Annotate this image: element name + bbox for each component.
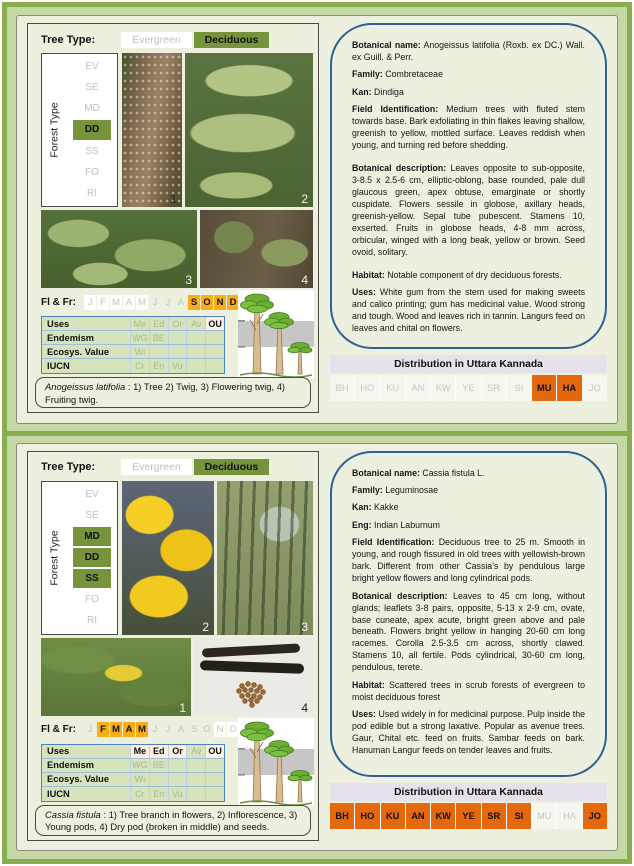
card-divider (7, 431, 627, 436)
month-cell: A (123, 722, 135, 737)
species-name: Cassia fistula (45, 808, 101, 820)
description-paragraph-label: Kan: (352, 502, 372, 513)
phenology-months (84, 722, 240, 737)
month-cell: J (152, 296, 158, 308)
description-paragraph (352, 40, 585, 64)
description-paragraph-text: Cassia fistula L. (419, 467, 485, 478)
description-paragraph-label: Kan: (352, 86, 372, 97)
description-paragraph-label: Uses: (352, 709, 376, 720)
forest-type-code: MD (73, 527, 111, 546)
row-label-iucn: IUCN (47, 788, 70, 799)
table-row (42, 759, 224, 773)
forest-type-code: SE (85, 82, 99, 94)
ecosys-code-cell (149, 773, 168, 786)
forest-type-code: MD (84, 103, 100, 115)
forest-type-code: RI (87, 615, 97, 627)
endemism-code-cell (186, 331, 205, 344)
tree-type-row (41, 457, 269, 478)
month-cell: J (87, 724, 93, 735)
description-paragraph-label: Habitat: (352, 269, 385, 280)
iucn-code-cell (205, 787, 224, 801)
table-row (42, 345, 224, 359)
month-cell: J (152, 724, 158, 735)
endemism-code-cell (205, 331, 224, 344)
figure-caption (35, 805, 311, 836)
ecosys-code-cell (205, 345, 224, 358)
description-paragraph-text: Deciduous tree to 25 m. Smooth in young, and rough fissured in old trees with yellowish-brown bark. Different from other Cassia's by pendulous large bright yellow flowers and long cylindrical pods. (352, 537, 586, 584)
ecosys-code-cell: Wi (130, 773, 149, 786)
photo-twig (185, 53, 313, 207)
distribution-cell: SR (482, 803, 506, 829)
species-description-box (330, 451, 607, 777)
species-card-anogeissus-latifolia (16, 15, 618, 424)
endemism-code-cell (168, 759, 187, 772)
table-row (42, 745, 224, 759)
photo-number: 1 (170, 192, 177, 206)
forest-type-code: RI (87, 187, 97, 199)
photo-number: 2 (301, 192, 308, 206)
description-paragraph (352, 87, 585, 99)
iucn-code-cell: En (149, 787, 168, 801)
distribution-cell: YE (456, 803, 480, 829)
phenology-months (84, 295, 240, 310)
endemism-code-cell: WG (130, 759, 149, 772)
month-cell: S (190, 724, 198, 735)
month-cell: A (123, 295, 135, 310)
distribution-cell: SI (507, 803, 531, 829)
description-paragraph (352, 287, 585, 335)
description-paragraph (352, 485, 585, 497)
description-paragraph-text: Scattered trees in scrub forests of evergreen to moist deciduous forest (352, 679, 585, 702)
description-paragraph-label: Botanical description: (352, 590, 448, 601)
description-paragraph (352, 709, 585, 757)
month-cell: N (214, 722, 226, 737)
ecosys-code-cell (205, 773, 224, 786)
forest-type-box (41, 481, 118, 635)
iucn-code-cell: Vu (168, 787, 187, 801)
left-panel (27, 451, 319, 841)
forest-type-code: SS (85, 145, 99, 157)
iucn-code-cell: En (149, 359, 168, 373)
table-row (42, 359, 224, 373)
description-paragraph-label: Uses: (352, 287, 376, 298)
description-paragraph (352, 537, 585, 585)
month-cell: F (97, 722, 109, 737)
endemism-code-cell (186, 759, 205, 772)
distribution-section (330, 355, 607, 401)
photo-tree (122, 53, 182, 207)
attributes-table (41, 744, 225, 802)
month-cell: M (136, 722, 148, 737)
month-cell: D (227, 295, 239, 310)
distribution-cells (330, 803, 607, 829)
uses-code-cell: Ed (149, 745, 168, 758)
month-cell: M (110, 295, 122, 310)
table-row (42, 787, 224, 801)
distribution-cell: KW (431, 803, 455, 829)
photo-flowering-twig (41, 210, 197, 288)
month-cell: N (214, 295, 226, 310)
description-paragraph (352, 502, 585, 514)
phenology-label: Fl & Fr: (41, 296, 76, 308)
endemism-code-cell: WG (130, 331, 149, 344)
forest-type-code: EV (85, 488, 99, 500)
table-row (42, 331, 224, 345)
distribution-cell: KW (431, 375, 455, 401)
tree-height-illustration (238, 718, 314, 806)
description-paragraph-text: Leaves opposite to sub-opposite, 3-8.5 x 2.5-6 cm, elliptic-oblong, base rounded, pale dull glaucous green, apex obtuse, emarginate or shortly cuspidate. Flowers sessile in globose, axillary heads, greenish-yellow. Sepal tube pubescent. Stamens 10, exserted. Fruits in globose heads, 4-8 mm across, orbicular, winged with a long beak, yellow or brown. Seed ovoid, solitary. (352, 163, 585, 257)
month-cell: S (188, 295, 200, 310)
description-paragraph (352, 270, 585, 282)
distribution-cell: HO (355, 375, 379, 401)
month-cell: J (84, 295, 96, 310)
caption-text: : 1) Tree branch in flowers, 2) Inflorescence, 3) Young pods, 4) Dry pod (broken in middle) and seeds. (45, 808, 298, 833)
row-cells (130, 745, 224, 758)
tree-type-option: Evergreen (121, 32, 191, 48)
caption-text: : 1) Tree 2) Twig, 3) Flowering twig, 4) Fruiting twig. (45, 381, 286, 405)
distribution-title: Distribution in Uttara Kannada (330, 783, 607, 801)
description-paragraph-text: Anogeissus latifolia (Roxb. ex DC.) Wall. ex Guill. & Perr. (352, 40, 585, 62)
phenology-row (41, 722, 240, 738)
phenology-label: Fl & Fr: (41, 724, 76, 735)
month-cell: M (136, 295, 148, 310)
description-paragraph-text: Indian Laburnum (371, 519, 441, 530)
uses-code-cell: Me (130, 745, 149, 758)
uses-code-cell: Or (168, 317, 187, 330)
distribution-title: Distribution in Uttara Kannada (330, 355, 607, 373)
description-paragraph-label: Field Identification: (352, 537, 435, 548)
left-panel (27, 23, 319, 413)
row-cells (130, 359, 224, 373)
row-label-uses: Uses (47, 746, 70, 756)
photo-number: 3 (301, 619, 308, 634)
row-cells (130, 345, 224, 358)
distribution-cell: BH (330, 375, 354, 401)
table-row (42, 773, 224, 787)
attributes-table (41, 316, 225, 374)
iucn-code-cell (186, 787, 205, 801)
uses-code-cell: Ed (149, 317, 168, 330)
description-paragraph (352, 104, 585, 152)
photo-number: 2 (202, 619, 209, 634)
row-cells (130, 759, 224, 772)
description-paragraph-text: Kakke (371, 502, 399, 513)
species-description-box (330, 23, 607, 349)
month-cell: O (203, 724, 211, 735)
description-paragraph (352, 163, 585, 259)
distribution-cells (330, 375, 607, 401)
month-cell: J (165, 296, 171, 308)
tree-type-option: Deciduous (194, 32, 270, 48)
iucn-code-cell: Cr (130, 359, 149, 373)
tree-height-illustration (238, 290, 314, 378)
photo-fruiting-twig (200, 210, 313, 288)
uses-code-cell: Av (186, 745, 205, 758)
figure-caption (35, 377, 311, 408)
description-paragraph-text: Used widely in for medicinal purpose. Pulp inside the pod edible but a strong laxative. Popular as avenue trees. Gaur, Chital etc. feed on fruits. Sambar feeds on bark. Hanuman Langur feeds on tender leaves and fruits. (352, 709, 585, 756)
ecosys-code-cell (168, 773, 187, 786)
endemism-code-cell (205, 759, 224, 772)
row-label-ecosys-value: Ecosys. Value (47, 774, 110, 784)
iucn-code-cell: Cr (130, 787, 149, 801)
tree-type-label: Tree Type: (41, 33, 96, 46)
row-label-endemism: Endemism (47, 760, 95, 770)
iucn-code-cell: Vu (168, 359, 187, 373)
distribution-cell: BH (330, 803, 354, 829)
forest-type-label: Forest Type (49, 102, 61, 158)
species-name: Anogeissus latifolia (45, 381, 126, 392)
row-cells (130, 787, 224, 801)
forest-type-code: DD (73, 548, 111, 567)
description-paragraph-label: Family: (352, 69, 383, 80)
distribution-section (330, 783, 607, 829)
forest-type-codes (68, 56, 116, 204)
row-label-endemism: Endemism (47, 332, 95, 343)
ecosys-code-cell (186, 345, 205, 358)
distribution-cell: AN (406, 375, 430, 401)
endemism-code-cell: BE (149, 759, 168, 772)
distribution-cell: MU (532, 803, 556, 829)
species-card-cassia-fistula (16, 443, 618, 852)
photo-number: 3 (185, 273, 192, 287)
photo-tree-branch-in-flowers (41, 638, 191, 716)
tree-type-row (41, 29, 269, 50)
forest-type-code: FO (85, 594, 99, 606)
month-cell: J (165, 724, 171, 735)
month-cell: O (201, 295, 213, 310)
forest-type-code: EV (85, 61, 99, 73)
distribution-cell: JO (583, 375, 607, 401)
description-paragraph-label: Eng: (352, 519, 372, 530)
description-paragraph (352, 468, 585, 480)
iucn-code-cell (205, 359, 224, 373)
photo-number: 1 (179, 700, 186, 715)
description-paragraph-label: Botanical name: (352, 467, 420, 478)
field-guide-page (2, 2, 632, 864)
endemism-code-cell (168, 331, 187, 344)
description-paragraph-label: Habitat: (352, 679, 385, 690)
forest-type-title (42, 482, 68, 634)
table-row (42, 317, 224, 331)
distribution-cell: AN (406, 803, 430, 829)
description-paragraph-label: Field Identification: (352, 104, 439, 115)
description-paragraph-text: White gum from the stem used for making sweets and calico printing; gum has medicinal value. Wood strong and tough. Wood and leaves rich in tannin. Langurs feed on leaves and chital on flowers. (352, 287, 585, 334)
description-paragraph-text: Dindiga (371, 86, 404, 97)
description-paragraph-label: Botanical description: (352, 163, 447, 174)
row-cells (130, 773, 224, 786)
ecosys-code-cell (186, 773, 205, 786)
iucn-code-cell (186, 359, 205, 373)
forest-type-code: FO (85, 166, 99, 178)
distribution-cell: HO (355, 803, 379, 829)
row-cells (130, 331, 224, 344)
uses-code-cell: Av (186, 317, 205, 330)
distribution-cell: SI (507, 375, 531, 401)
description-paragraph (352, 680, 585, 704)
ecosys-code-cell: Wi (130, 345, 149, 358)
uses-code-cell: OU (205, 317, 224, 330)
description-paragraph (352, 69, 585, 81)
month-cell: D (227, 722, 239, 737)
forest-type-title (42, 54, 68, 206)
ecosys-code-cell (149, 345, 168, 358)
row-cells (130, 317, 224, 330)
description-paragraph-text: Leaves to 45 cm long, without glands; leaflets 3-8 pairs, opposite, 5-13 x 2-9 cm, ovate, base cuneate, apex acute, bright green above and pale beneath. Flowers bright yellow in hanging 20-60 cm long racemes. Corolla 2.5-3.5 cm across, shortly clawed. Stamens 10, all fertile. Pods cylindrical, 30-60 cm long, pendulous, terete. (352, 590, 585, 673)
distribution-cell: KU (381, 375, 405, 401)
tree-type-options (121, 32, 269, 48)
description-paragraph-label: Family: (352, 484, 383, 495)
tree-type-options (121, 459, 269, 475)
month-cell: A (177, 296, 185, 308)
uses-code-cell: Me (130, 317, 149, 330)
distribution-cell: JO (583, 803, 607, 829)
distribution-cell: KU (381, 803, 405, 829)
tree-type-option: Deciduous (194, 459, 270, 475)
photo-young-pods (217, 481, 313, 635)
photo-dry-pod-and-seeds (194, 638, 313, 716)
uses-code-cell: OU (205, 745, 224, 758)
description-paragraph-text: Medium trees with fluted stem towards base. Bark exfoliating in thin flakes leaving shallow, greenish to yellow, mottled surface. Leaves reddish when young, and turning red before shedding. (352, 104, 585, 151)
uses-code-cell: Or (168, 745, 187, 758)
distribution-cell: HA (557, 375, 581, 401)
forest-type-code: DD (73, 120, 111, 139)
description-paragraph-label: Botanical name: (352, 40, 421, 50)
description-paragraph-text: Combretaceae (382, 69, 443, 80)
photo-inflorescence (122, 481, 214, 635)
distribution-cell: SR (482, 375, 506, 401)
ecosys-code-cell (168, 345, 187, 358)
description-paragraph-text: Leguminosae (382, 484, 439, 495)
distribution-cell: HA (557, 803, 581, 829)
month-cell: F (97, 295, 109, 310)
row-label-ecosys-value: Ecosys. Value (47, 346, 110, 357)
forest-type-code: SE (85, 509, 99, 521)
row-label-iucn: IUCN (47, 361, 70, 371)
description-paragraph (352, 591, 585, 675)
distribution-cell: MU (532, 375, 556, 401)
distribution-cell: YE (456, 375, 480, 401)
endemism-code-cell: BE (149, 331, 168, 344)
row-label-uses: Uses (47, 318, 70, 329)
phenology-row (41, 294, 240, 310)
tree-type-option: Evergreen (121, 459, 191, 475)
forest-type-code: SS (73, 569, 111, 588)
month-cell: M (110, 722, 122, 737)
description-paragraph-text: Notable component of dry deciduous forests. (384, 269, 562, 280)
forest-type-label: Forest Type (49, 529, 61, 586)
description-paragraph (352, 520, 585, 532)
photo-number: 4 (301, 700, 308, 715)
forest-type-box (41, 53, 118, 207)
month-cell: A (177, 724, 185, 735)
photo-number: 4 (301, 273, 308, 287)
forest-type-codes (68, 484, 116, 632)
tree-type-label: Tree Type: (41, 461, 96, 473)
